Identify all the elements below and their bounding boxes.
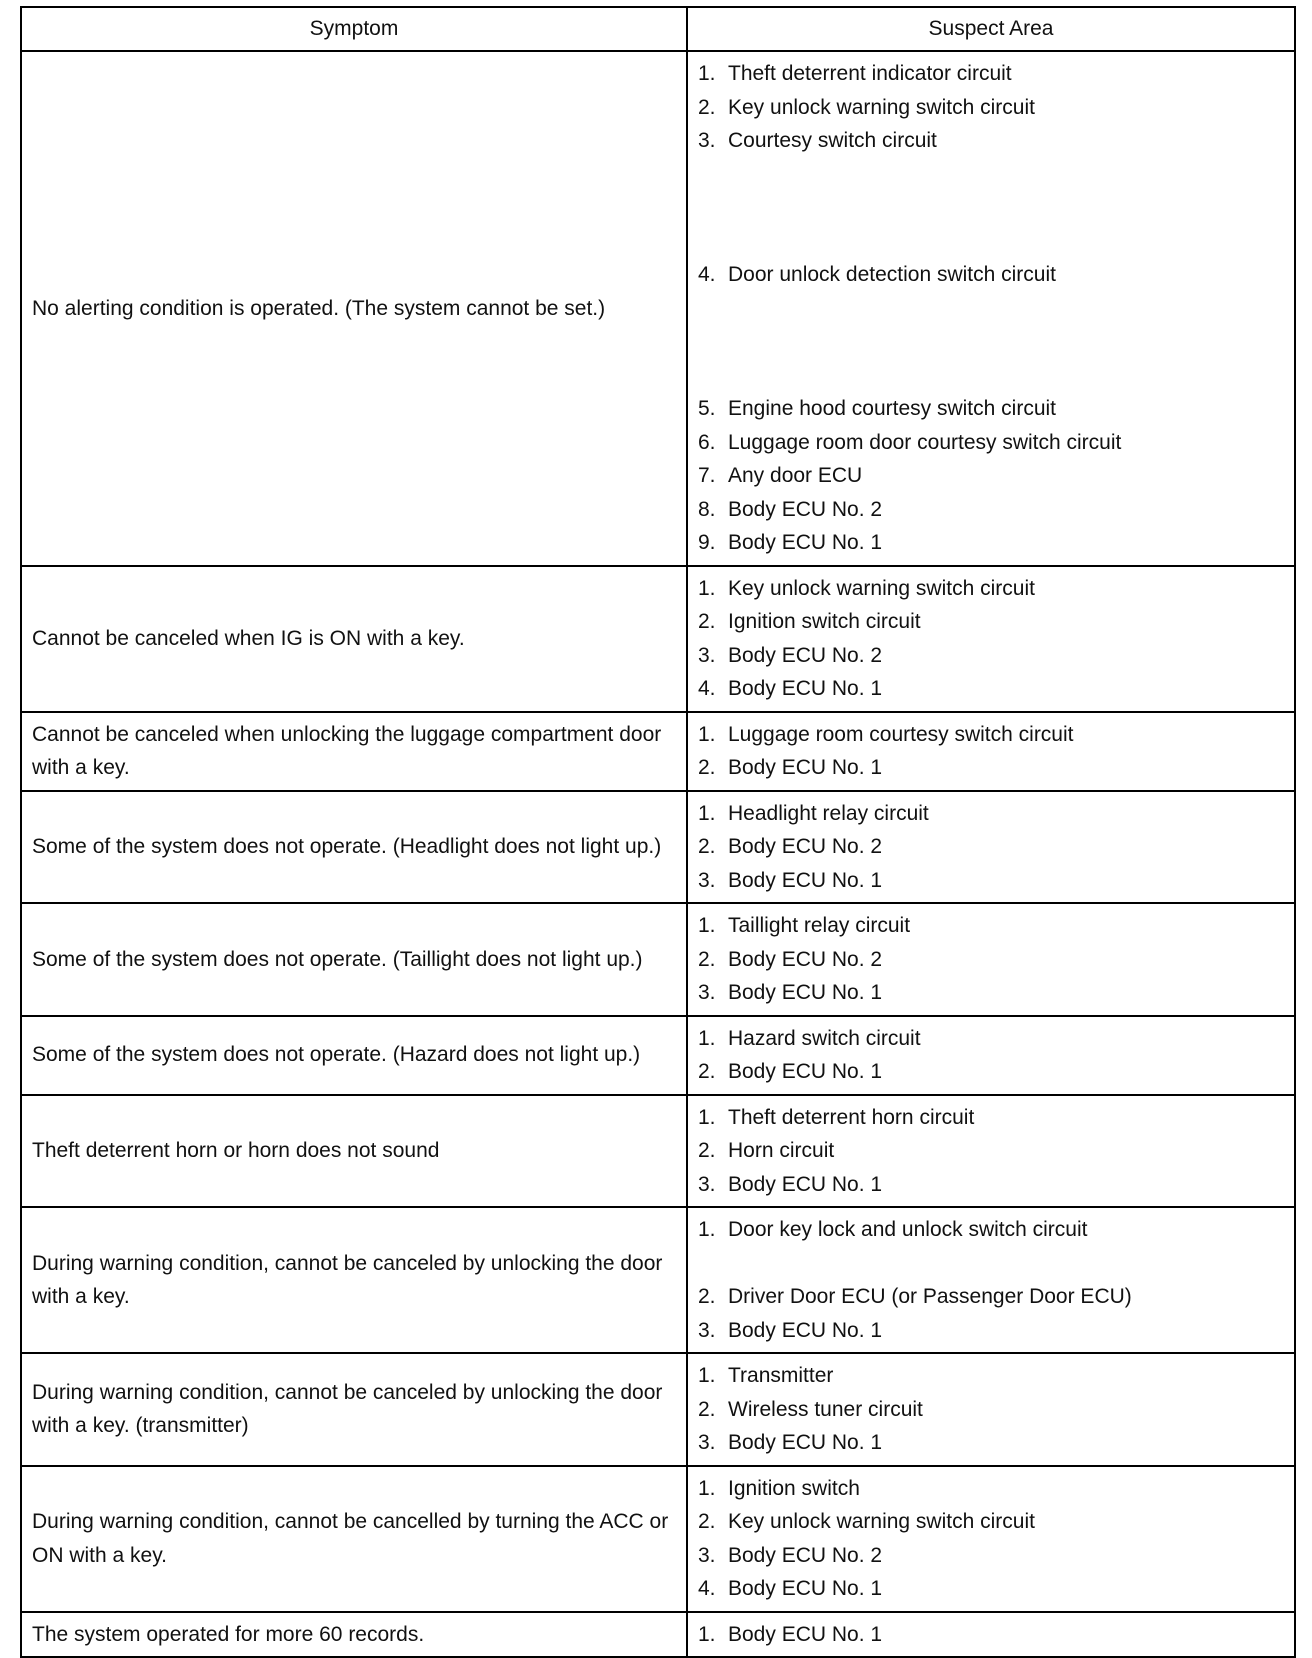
suspect-item-label: Luggage room door courtesy switch circuit (728, 430, 1122, 454)
suspect-item-label: Headlight relay circuit (728, 801, 929, 825)
suspect-item: 2. Driver Door ECU (or Passenger Door ECU) (698, 1280, 1286, 1314)
suspect-item: 9. Body ECU No. 1 (698, 526, 1286, 560)
suspect-item-label: Theft deterrent horn circuit (728, 1105, 975, 1129)
suspect-item: 2. Key unlock warning switch circuit (698, 91, 1286, 125)
suspect-item-label: Body ECU No. 2 (728, 497, 883, 521)
suspect-item-label: Body ECU No. 2 (728, 835, 883, 858)
suspect-item: 2. Body ECU No. 2 (698, 943, 1286, 977)
suspect-item: 4. Body ECU No. 1 (698, 672, 1286, 706)
suspect-item: 1. Luggage room courtesy switch circuit (698, 718, 1286, 752)
symptom-cell: Some of the system does not operate. (Headlight does not light up.) (21, 791, 687, 904)
suspect-area-cell (687, 1095, 1295, 1208)
spacer (698, 158, 1286, 259)
suspect-item-label: Door key lock and unlock switch circuit (728, 1218, 1088, 1241)
suspect-item: 3. Body ECU No. 2 (698, 639, 1286, 673)
table-row (21, 1612, 1295, 1658)
table-row (21, 566, 1295, 712)
suspect-item-label: Body ECU No. 1 (728, 677, 883, 700)
suspect-item-label: Key unlock warning switch circuit (728, 576, 1035, 600)
suspect-item-label: Courtesy switch circuit (728, 129, 937, 152)
spacer (698, 1247, 1286, 1281)
suspect-item-label: Engine hood courtesy switch circuit (728, 397, 1056, 420)
symptom-cell: Theft deterrent horn or horn does not sound (21, 1095, 687, 1208)
suspect-item: 1. Body ECU No. 1 (698, 1618, 1286, 1652)
suspect-item: 3. Courtesy switch circuit (698, 124, 1286, 158)
symptom-cell: Cannot be canceled when IG is ON with a key. (21, 566, 687, 712)
suspect-item-label: Horn circuit (728, 1139, 835, 1162)
table-header-row (21, 7, 1295, 51)
suspect-item: 2. Body ECU No. 2 (698, 830, 1286, 864)
suspect-item: 3. Body ECU No. 1 (698, 864, 1286, 898)
suspect-item: 5. Engine hood courtesy switch circuit (698, 392, 1286, 426)
suspect-item-label: Door unlock detection switch circuit (728, 263, 1056, 286)
table-row (21, 791, 1295, 904)
suspect-item: 4. Body ECU No. 1 (698, 1572, 1286, 1606)
suspect-item-label: Body ECU No. 2 (728, 947, 883, 971)
symptom-column-header: Symptom (21, 7, 687, 51)
suspect-item-label: Key unlock warning switch circuit (728, 95, 1035, 119)
table-row (21, 1353, 1295, 1466)
symptom-cell: Some of the system does not operate. (Hazard does not light up.) (21, 1016, 687, 1095)
suspect-item-label: Body ECU No. 2 (728, 1543, 883, 1567)
suspect-item: 1. Door key lock and unlock switch circuit (698, 1213, 1286, 1247)
problem-symptoms-table (20, 6, 1296, 1658)
suspect-area-cell (687, 1207, 1295, 1353)
suspect-area-cell (687, 1016, 1295, 1095)
suspect-item: 3. Body ECU No. 1 (698, 976, 1286, 1010)
suspect-item-label: Body ECU No. 1 (728, 1060, 883, 1083)
symptom-cell: Cannot be canceled when unlocking the luggage compartment door with a key. (21, 712, 687, 791)
table-row (21, 1095, 1295, 1208)
suspect-item: 1. Theft deterrent horn circuit (698, 1101, 1286, 1135)
problem-symptoms-sheet (20, 6, 1294, 1658)
symptom-cell: During warning condition, cannot be cancelled by turning the ACC or ON with a key. (21, 1466, 687, 1612)
symptom-cell: No alerting condition is operated. (The system cannot be set.) (21, 51, 687, 566)
suspect-area-cell (687, 712, 1295, 791)
suspect-item: 2. Body ECU No. 1 (698, 1055, 1286, 1089)
suspect-area-column-header: Suspect Area (687, 7, 1295, 51)
suspect-item: 2. Wireless tuner circuit (698, 1393, 1286, 1427)
suspect-area-cell (687, 566, 1295, 712)
suspect-item-label: Ignition switch (728, 1476, 860, 1500)
suspect-item: 8. Body ECU No. 2 (698, 493, 1286, 527)
suspect-item-label: Luggage room courtesy switch circuit (728, 722, 1074, 746)
symptom-cell: Some of the system does not operate. (Taillight does not light up.) (21, 903, 687, 1016)
suspect-item: 1. Transmitter (698, 1359, 1286, 1393)
suspect-item-label: Body ECU No. 1 (728, 1622, 883, 1646)
suspect-area-cell (687, 903, 1295, 1016)
suspect-item: 3. Body ECU No. 1 (698, 1426, 1286, 1460)
suspect-item-label: Taillight relay circuit (728, 914, 911, 937)
suspect-item: 1. Ignition switch (698, 1472, 1286, 1506)
suspect-item: 1. Hazard switch circuit (698, 1022, 1286, 1056)
suspect-item-label: Wireless tuner circuit (728, 1397, 923, 1421)
suspect-item-label: Body ECU No. 1 (728, 1431, 883, 1454)
suspect-item: 2. Body ECU No. 1 (698, 751, 1286, 785)
suspect-area-cell (687, 791, 1295, 904)
table-row (21, 1207, 1295, 1353)
suspect-item-label: Transmitter (728, 1364, 834, 1387)
suspect-item-label: Body ECU No. 1 (728, 981, 883, 1004)
table-row (21, 51, 1295, 566)
suspect-item-label: Any door ECU (728, 464, 863, 487)
symptom-cell: The system operated for more 60 records. (21, 1612, 687, 1658)
suspect-item: 1. Headlight relay circuit (698, 797, 1286, 831)
suspect-item: 3. Body ECU No. 1 (698, 1314, 1286, 1348)
symptom-cell: During warning condition, cannot be canceled by unlocking the door with a key. (transmitter) (21, 1353, 687, 1466)
suspect-item: 2. Key unlock warning switch circuit (698, 1505, 1286, 1539)
suspect-area-cell (687, 51, 1295, 566)
suspect-item: 3. Body ECU No. 2 (698, 1539, 1286, 1573)
suspect-item-label: Key unlock warning switch circuit (728, 1510, 1035, 1533)
suspect-item-label: Body ECU No. 1 (728, 531, 883, 554)
suspect-item: 4. Door unlock detection switch circuit (698, 258, 1286, 292)
symptom-cell: During warning condition, cannot be canceled by unlocking the door with a key. (21, 1207, 687, 1353)
suspect-area-cell (687, 1353, 1295, 1466)
table-row (21, 712, 1295, 791)
spacer (698, 292, 1286, 393)
table-row (21, 1016, 1295, 1095)
suspect-item: 2. Ignition switch circuit (698, 605, 1286, 639)
suspect-item: 6. Luggage room door courtesy switch circuit (698, 426, 1286, 460)
suspect-item-label: Body ECU No. 1 (728, 1172, 883, 1196)
suspect-item-label: Body ECU No. 2 (728, 643, 883, 667)
suspect-item-label: Ignition switch circuit (728, 610, 921, 633)
suspect-item: 1. Theft deterrent indicator circuit (698, 57, 1286, 91)
table-row (21, 1466, 1295, 1612)
suspect-area-cell (687, 1466, 1295, 1612)
suspect-item-label: Driver Door ECU (or Passenger Door ECU) (728, 1285, 1132, 1308)
suspect-item: 2. Horn circuit (698, 1134, 1286, 1168)
suspect-item-label: Body ECU No. 1 (728, 756, 883, 779)
suspect-item-label: Theft deterrent indicator circuit (728, 62, 1012, 85)
suspect-item-label: Body ECU No. 1 (728, 1577, 883, 1600)
suspect-area-cell (687, 1612, 1295, 1658)
suspect-item: 1. Taillight relay circuit (698, 909, 1286, 943)
table-row (21, 903, 1295, 1016)
suspect-item-label: Body ECU No. 1 (728, 868, 883, 892)
suspect-item-label: Hazard switch circuit (728, 1026, 921, 1050)
suspect-item-label: Body ECU No. 1 (728, 1318, 883, 1342)
suspect-item: 7. Any door ECU (698, 459, 1286, 493)
suspect-item: 3. Body ECU No. 1 (698, 1168, 1286, 1202)
suspect-item: 1. Key unlock warning switch circuit (698, 572, 1286, 606)
